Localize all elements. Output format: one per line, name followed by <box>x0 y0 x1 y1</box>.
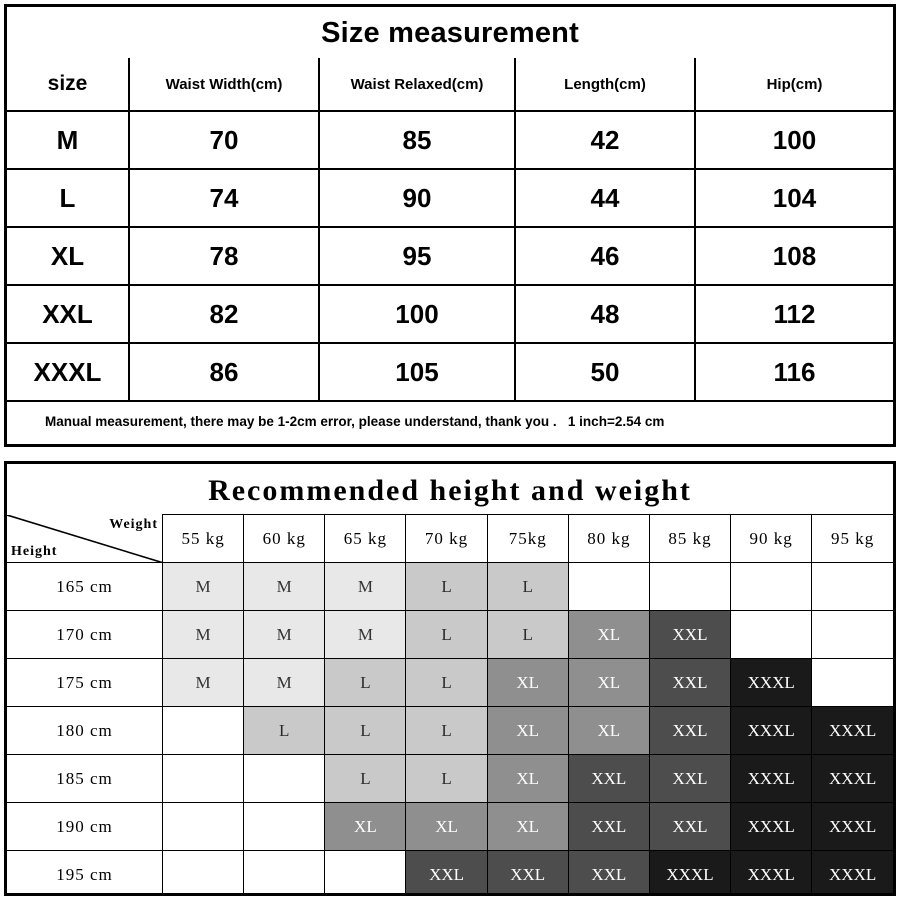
recommended-size-cell: XXXL <box>812 707 893 755</box>
cell-waist-width: 74 <box>129 169 319 227</box>
height-row-header: 185 cm <box>7 755 163 803</box>
empty-cell <box>163 803 244 851</box>
cell-waist-relaxed: 105 <box>319 343 515 401</box>
empty-cell <box>812 659 893 707</box>
height-row-header: 190 cm <box>7 803 163 851</box>
recommended-size-cell: XXXL <box>731 803 812 851</box>
cell-size: XL <box>7 227 129 285</box>
height-row-header: 195 cm <box>7 851 163 897</box>
empty-cell <box>244 803 325 851</box>
recommended-size-cell: XL <box>487 803 568 851</box>
corner-height-label: Height <box>11 544 58 559</box>
recommended-size-cell: M <box>325 563 406 611</box>
size-measurement-title: Size measurement <box>321 17 579 49</box>
size-measurement-table <box>7 58 893 402</box>
cell-length: 42 <box>515 111 695 169</box>
empty-cell <box>649 563 730 611</box>
recommended-size-cell: L <box>406 659 487 707</box>
table-row <box>7 227 893 285</box>
recommended-size-cell: XXL <box>568 755 649 803</box>
rec-table-row <box>7 659 893 707</box>
weight-header-95: 95 kg <box>812 515 893 563</box>
empty-cell <box>244 755 325 803</box>
rec-table-row <box>7 851 893 897</box>
recommended-size-cell: XXL <box>649 755 730 803</box>
recommended-size-cell: XXL <box>649 659 730 707</box>
recommended-size-cell: XL <box>325 803 406 851</box>
weight-header-70: 70 kg <box>406 515 487 563</box>
height-row-header: 165 cm <box>7 563 163 611</box>
recommended-size-cell: XXL <box>487 851 568 897</box>
cell-waist-width: 82 <box>129 285 319 343</box>
rec-table-row <box>7 803 893 851</box>
recommended-size-cell: M <box>163 563 244 611</box>
recommended-size-cell: XXXL <box>731 755 812 803</box>
recommended-size-cell: M <box>244 563 325 611</box>
recommended-size-cell: L <box>406 563 487 611</box>
recommended-size-cell: XXL <box>406 851 487 897</box>
rec-header-row <box>7 515 893 563</box>
table-header-row <box>7 58 893 111</box>
recommended-size-cell: XXL <box>568 803 649 851</box>
empty-cell <box>731 563 812 611</box>
size-measurement-panel <box>4 4 896 447</box>
recommended-size-cell: XXL <box>649 803 730 851</box>
rec-table-row <box>7 707 893 755</box>
recommended-size-cell: L <box>325 707 406 755</box>
empty-cell <box>244 851 325 897</box>
recommended-size-cell: L <box>406 611 487 659</box>
corner-height-weight-cell <box>7 515 163 563</box>
recommended-size-cell: XL <box>487 659 568 707</box>
recommended-size-cell: XXL <box>649 611 730 659</box>
column-header-length: Length(cm) <box>515 58 695 111</box>
recommended-size-cell: L <box>487 611 568 659</box>
recommended-size-cell: XXXL <box>731 851 812 897</box>
cell-hip: 116 <box>695 343 893 401</box>
recommended-size-cell: L <box>406 755 487 803</box>
column-header-waist-relaxed: Waist Relaxed(cm) <box>319 58 515 111</box>
recommended-size-table <box>7 514 893 896</box>
recommended-size-cell: L <box>325 755 406 803</box>
recommended-size-cell: M <box>163 659 244 707</box>
cell-hip: 112 <box>695 285 893 343</box>
column-header-hip: Hip(cm) <box>695 58 893 111</box>
recommended-size-cell: XXXL <box>812 851 893 897</box>
recommended-size-cell: M <box>244 611 325 659</box>
cell-length: 50 <box>515 343 695 401</box>
recommended-size-cell: XL <box>568 707 649 755</box>
corner-weight-label: Weight <box>109 516 158 532</box>
weight-header-85: 85 kg <box>649 515 730 563</box>
recommended-size-cell: M <box>163 611 244 659</box>
table-row <box>7 285 893 343</box>
cell-waist-relaxed: 90 <box>319 169 515 227</box>
cell-length: 48 <box>515 285 695 343</box>
table-row <box>7 169 893 227</box>
recommended-size-cell: M <box>325 611 406 659</box>
cell-waist-relaxed: 100 <box>319 285 515 343</box>
recommended-size-cell: XXXL <box>731 707 812 755</box>
recommended-size-cell: XL <box>568 611 649 659</box>
column-header-size: size <box>7 58 129 111</box>
empty-cell <box>163 707 244 755</box>
cell-size: L <box>7 169 129 227</box>
cell-waist-width: 78 <box>129 227 319 285</box>
weight-header-90: 90 kg <box>731 515 812 563</box>
weight-header-80: 80 kg <box>568 515 649 563</box>
cell-hip: 104 <box>695 169 893 227</box>
empty-cell <box>812 611 893 659</box>
height-row-header: 180 cm <box>7 707 163 755</box>
cell-size: XXL <box>7 285 129 343</box>
recommended-size-cell: XL <box>568 659 649 707</box>
recommended-size-cell: XL <box>487 707 568 755</box>
recommended-size-cell: L <box>487 563 568 611</box>
recommended-size-cell: XXL <box>649 707 730 755</box>
empty-cell <box>325 851 406 897</box>
cell-waist-width: 86 <box>129 343 319 401</box>
cell-waist-relaxed: 95 <box>319 227 515 285</box>
measurement-note: Manual measurement, there may be 1-2cm error, please understand, thank you . 1 inch=2.54 cm <box>45 414 665 429</box>
rec-table-row <box>7 611 893 659</box>
height-row-header: 175 cm <box>7 659 163 707</box>
empty-cell <box>731 611 812 659</box>
weight-header-60: 60 kg <box>244 515 325 563</box>
weight-header-75: 75kg <box>487 515 568 563</box>
cell-size: M <box>7 111 129 169</box>
rec-table-row <box>7 755 893 803</box>
cell-hip: 100 <box>695 111 893 169</box>
cell-waist-relaxed: 85 <box>319 111 515 169</box>
recommended-size-cell: XXL <box>568 851 649 897</box>
recommended-size-cell: L <box>406 707 487 755</box>
recommended-size-cell: XXXL <box>649 851 730 897</box>
recommended-size-cell: L <box>244 707 325 755</box>
weight-header-55: 55 kg <box>163 515 244 563</box>
table-row <box>7 111 893 169</box>
recommended-title: Recommended height and weight <box>208 474 692 507</box>
height-row-header: 170 cm <box>7 611 163 659</box>
recommended-size-cell: XXXL <box>812 755 893 803</box>
cell-hip: 108 <box>695 227 893 285</box>
recommended-size-cell: M <box>244 659 325 707</box>
empty-cell <box>163 755 244 803</box>
recommended-size-panel <box>4 461 896 896</box>
recommended-size-cell: XL <box>406 803 487 851</box>
cell-length: 44 <box>515 169 695 227</box>
empty-cell <box>568 563 649 611</box>
cell-size: XXXL <box>7 343 129 401</box>
recommended-size-cell: XL <box>487 755 568 803</box>
empty-cell <box>812 563 893 611</box>
recommended-size-cell: L <box>325 659 406 707</box>
column-header-waist-width: Waist Width(cm) <box>129 58 319 111</box>
cell-length: 46 <box>515 227 695 285</box>
recommended-size-cell: XXXL <box>812 803 893 851</box>
empty-cell <box>163 851 244 897</box>
cell-waist-width: 70 <box>129 111 319 169</box>
weight-header-65: 65 kg <box>325 515 406 563</box>
rec-table-row <box>7 563 893 611</box>
table-row <box>7 343 893 401</box>
recommended-size-cell: XXXL <box>731 659 812 707</box>
